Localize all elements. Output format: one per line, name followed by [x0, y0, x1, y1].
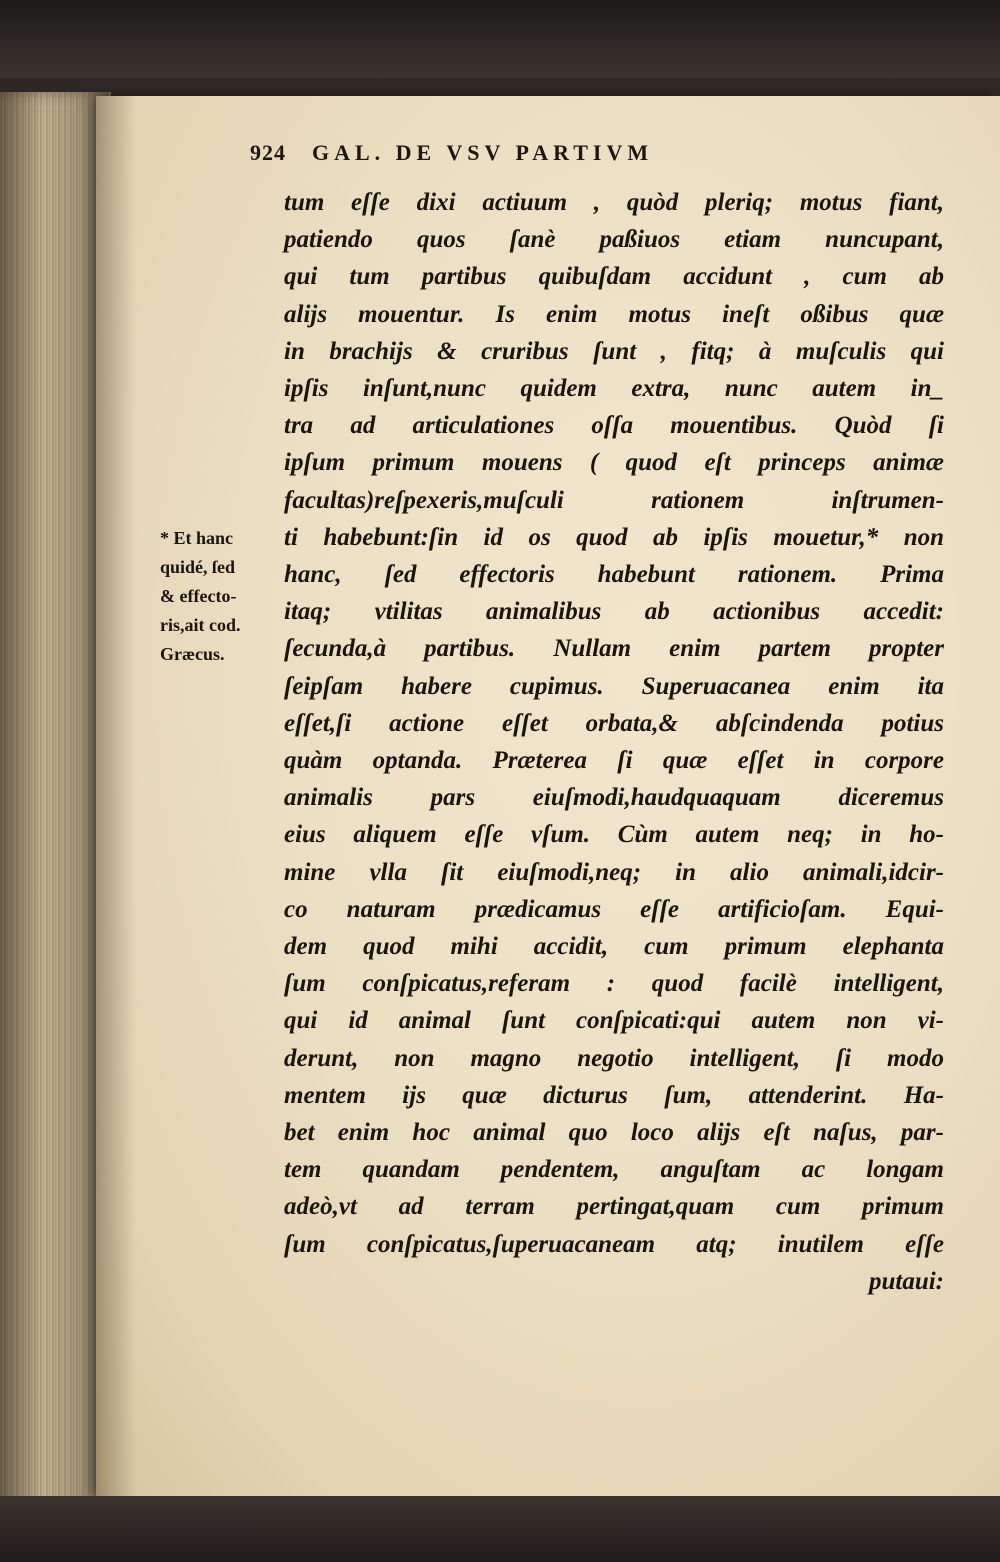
text-line: in brachijs & cruribus ſunt , fitq; à muſculis qui	[284, 337, 944, 365]
text-line: animalis pars eiuſmodi,haudquaquam diceremus	[284, 784, 944, 812]
margin-note	[160, 524, 290, 669]
running-title: GAL. DE VSV PARTIVM	[312, 140, 654, 165]
text-line: mentem ijs quæ dicturus ſum, attenderint. Ha-	[284, 1081, 944, 1109]
margin-note-line: quidé, ſed	[160, 557, 236, 577]
text-line: eſſet,ſi actione eſſet orbata,& abſcindenda potius	[284, 709, 944, 737]
text-line: qui id animal ſunt conſpicati:qui autem non vi-	[284, 1007, 944, 1035]
text-line: quàm optanda. Præterea ſi quæ eſſet in corpore	[284, 747, 944, 775]
text-line: ti habebunt:ſin id os quod ab ipſis mouetur,* non	[284, 523, 944, 551]
margin-note-line: * Et hanc	[160, 528, 234, 548]
page-number: 924	[250, 140, 286, 165]
text-line: mine vlla ſit eiuſmodi,neq; in alio animali,idcir-	[284, 858, 944, 886]
text-line: ipſum primum mouens ( quod eſt princeps animæ	[284, 449, 944, 477]
text-line: tum eſſe dixi actiuum , quòd pleriq; motus fiant,	[284, 189, 944, 216]
margin-note-line: ris,ait cod.	[160, 615, 241, 635]
book-cover-top	[0, 0, 1000, 78]
text-line: qui tum partibus quibuſdam accidunt , cum ab	[284, 263, 944, 291]
text-line: alijs mouentur. Is enim motus ineſt oßibus quæ	[284, 300, 944, 328]
text-line: tra ad articulationes oſſa mouentibus. Quòd ſi	[284, 412, 944, 440]
running-head	[250, 140, 850, 166]
margin-note-line: & effecto-	[160, 586, 237, 606]
body-text	[284, 184, 944, 1300]
text-line: dem quod mihi accidit, cum primum elephanta	[284, 933, 944, 961]
text-line: ipſis inſunt,nunc quidem extra, nunc autem in_	[284, 375, 944, 403]
text-line: bet enim hoc animal quo loco alijs eſt naſus, par-	[284, 1119, 944, 1147]
text-line: ſum conſpicatus,referam : quod facilè intelligent,	[284, 970, 944, 998]
text-line: derunt, non magno negotio intelligent, ſi modo	[284, 1044, 944, 1072]
text-line: ſum conſpicatus,ſuperuacaneam atq; inutilem eſſe	[284, 1230, 944, 1258]
text-line: tem quandam pendentem, anguſtam ac longam	[284, 1156, 944, 1184]
text-line: facultas)reſpexeris,muſculi rationem inſtrumen-	[284, 486, 944, 514]
text-line: adeò,vt ad terram pertingat,quam cum primum	[284, 1193, 944, 1221]
text-line: ſecunda,à partibus. Nullam enim partem propter	[284, 635, 944, 663]
catchword-line: putaui:	[868, 1267, 944, 1295]
text-line: ſeipſam habere cupimus. Superuacanea enim ita	[284, 672, 944, 700]
text-line: patiendo quos ſanè paßiuos etiam nuncupant,	[284, 226, 944, 254]
text-line: hanc, ſed effectoris habebunt rationem. Prima	[284, 561, 944, 589]
text-line: eius aliquem eſſe vſum. Cùm autem neq; in ho-	[284, 821, 944, 849]
text-line: itaq; vtilitas animalibus ab actionibus accedit:	[284, 598, 944, 626]
margin-note-line: Græcus.	[160, 644, 225, 664]
text-line: co naturam prædicamus eſſe artificioſam. Equi-	[284, 895, 944, 923]
